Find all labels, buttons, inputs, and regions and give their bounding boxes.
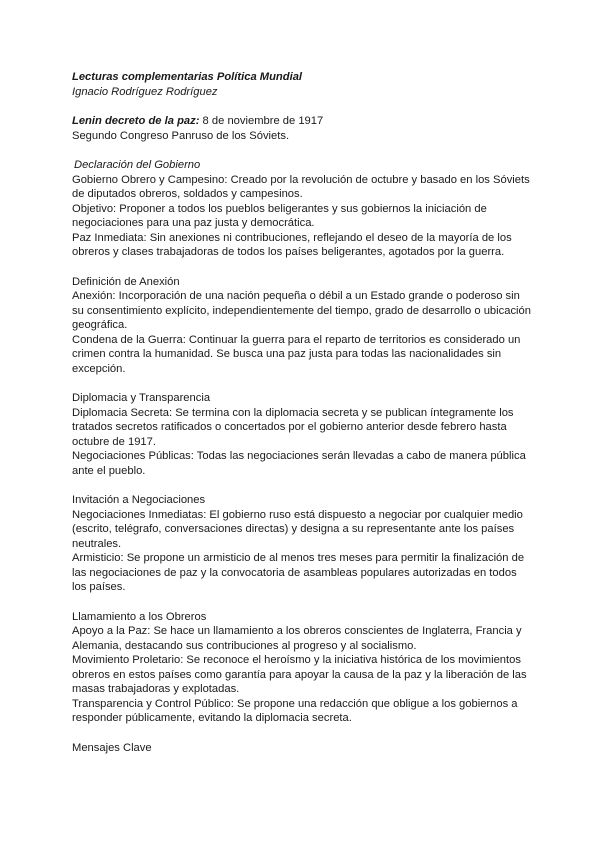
decree-heading	[72, 114, 532, 129]
section-invitacion	[72, 493, 532, 595]
section-paragraph: Armisticio: Se propone un armisticio de al menos tres meses para permitir la finalización de las negociaciones de paz y la convocatoria de asambleas populares autorizadas en todos los países.	[72, 552, 525, 593]
section-paragraph: Anexión: Incorporación de una nación pequeña o débil a un Estado grande o poderoso sin su consentimiento explícito, independientemente del tiempo, grado de desarrollo o ubicación geográfica.	[72, 290, 531, 331]
section-heading: Invitación a Negociaciones	[72, 494, 206, 506]
section-paragraph: Movimiento Proletario: Se reconoce el heroísmo y la iniciativa histórica de los movimientos obreros en estos países como garantía para apoyar la causa de la paz y la liberación de las masas trabajadoras y explotadas.	[72, 654, 527, 695]
section-paragraph: Gobierno Obrero y Campesino: Creado por la revolución de octubre y basado en los Sóviets de diputados obreros, soldados y campesinos.	[72, 173, 530, 200]
section-anexion	[72, 275, 532, 377]
section-paragraph: Apoyo a la Paz: Se hace un llamamiento a los obreros conscientes de Inglaterra, Francia y Alemania, destacando sus contribuciones al progreso y al socialismo.	[72, 625, 522, 652]
section-paragraph: Negociaciones Inmediatas: El gobierno ruso está dispuesto a negociar por cualquier medio (escrito, telégrafo, conversaciones directas) y designa a su representante ante los países neutrales.	[72, 508, 523, 550]
section-paragraph: Transparencia y Control Público: Se propone una redacción que obligue a los gobiernos a responder públicamente, evitando la diplomacia secreta.	[72, 697, 518, 724]
section-paragraph: Objetivo: Proponer a todos los pueblos beligerantes y sus gobiernos la iniciación de negociaciones para una paz justa y democrática.	[72, 202, 487, 229]
section-paragraph: Paz Inmediata: Sin anexiones ni contribuciones, reflejando el deseo de la mayoría de los obreros y clases trabajadoras de todos los países beligerantes, agotados por la guerra.	[72, 231, 512, 258]
document-page	[72, 70, 532, 755]
section-paragraph: Condena de la Guerra: Continuar la guerra para el reparto de territorios es considerado un crimen contra la humanidad. Se busca una paz justa para todas las nacionalidades sin excepción.	[72, 333, 521, 375]
section-llamamiento	[72, 610, 532, 726]
section-heading: Diplomacia y Transparencia	[72, 392, 211, 404]
document-title: Lecturas complementarias Política Mundial	[72, 71, 303, 83]
section-diplomacia	[72, 391, 532, 478]
section-declaracion	[72, 158, 532, 260]
decree-context: Segundo Congreso Panruso de los Sóviets.	[72, 129, 290, 142]
section-heading: Definición de Anexión	[72, 275, 180, 288]
section-paragraph: Diplomacia Secreta: Se termina con la diplomacia secreta y se publican íntegramente los tratados secretos ratificados o concertados por el gobierno anterior desde febrero hasta octubre de 1917.	[72, 406, 514, 448]
decree-date: 8 de noviembre de 1917	[199, 115, 324, 127]
section-mensajes	[72, 741, 532, 756]
section-paragraph: Negociaciones Públicas: Todas las negociaciones serán llevadas a cabo de manera pública ante el pueblo.	[72, 450, 526, 477]
section-heading: Mensajes Clave	[72, 741, 152, 754]
decree-label: Lenin decreto de la paz:	[72, 115, 200, 127]
section-heading: Llamamiento a los Obreros	[72, 610, 207, 623]
decree-block	[72, 114, 532, 143]
document-author: Ignacio Rodríguez Rodríguez	[72, 85, 218, 98]
section-heading: Declaración del Gobierno	[74, 159, 201, 171]
